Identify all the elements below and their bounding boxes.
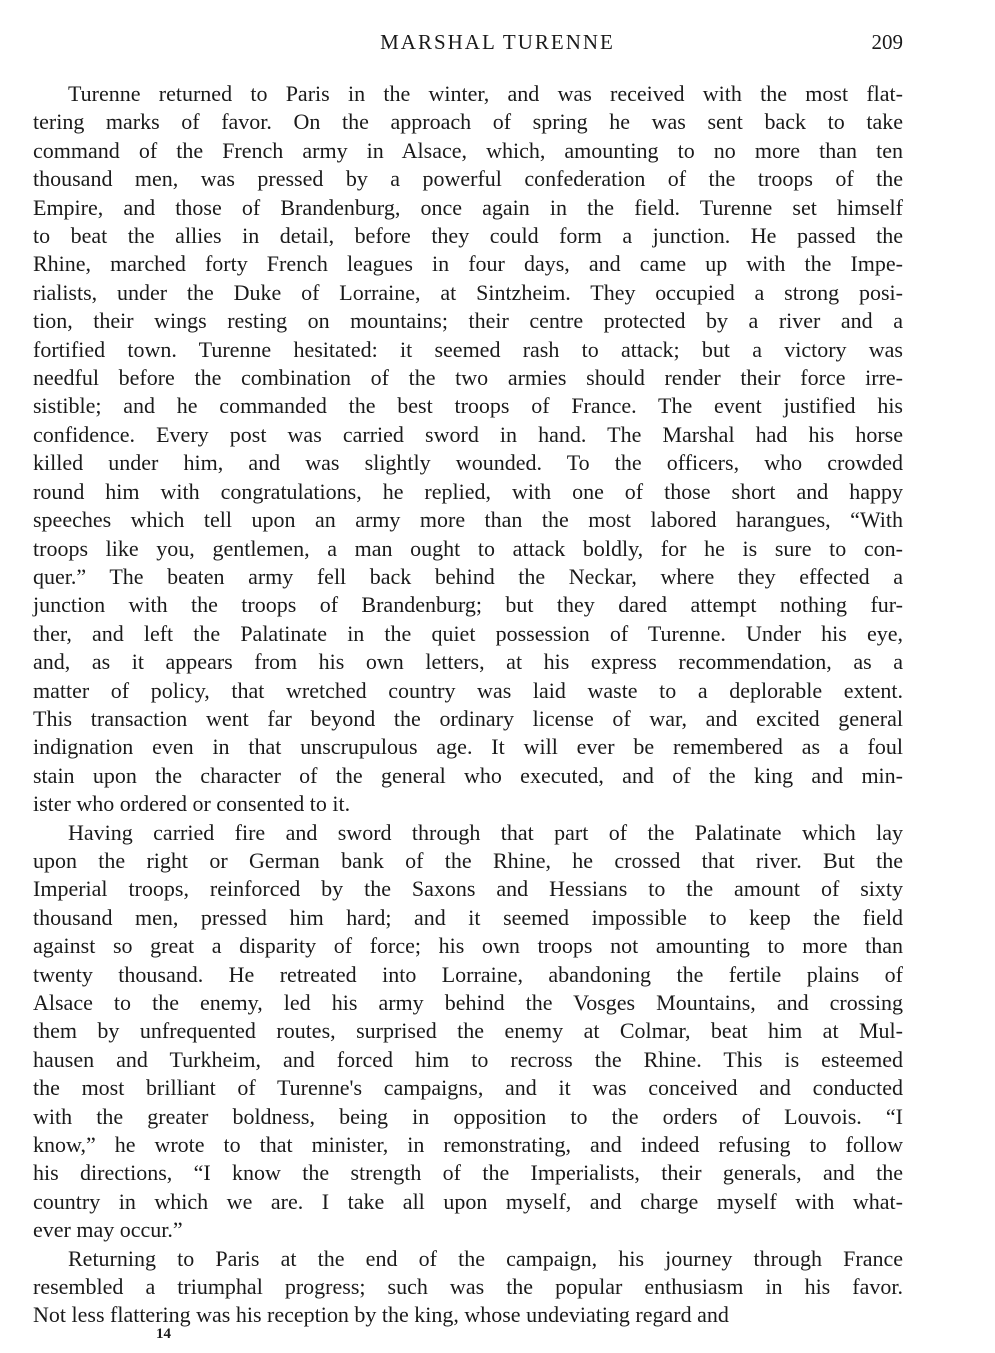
text-line: Having carried fire and sword through that part of the Palatinate which lay [68,819,903,845]
text-line: Alsace to the enemy, led his army behind the Vosges Mountains, and crossing [33,990,903,1015]
text-line: rialists, under the Duke of Lorraine, at Sintzheim. They occupied a strong posi- [33,279,903,305]
text-line: and, as it appears from his own letters, at his express recommendation, as a [33,649,903,675]
text-line: resembled a triumphal progress; such was the popular enthusiasm in his favor. [33,1274,903,1300]
text-line: This transaction went far beyond the ordinary license of war, and excited general [33,705,903,731]
text-line: them by unfrequented routes, surprised the enemy at Colmar, beat him at Mul- [33,1018,903,1044]
text-line: thousand men, pressed him hard; and it seemed impossible to keep the field [33,904,903,930]
text-line: indignation even in that unscrupulous age. It will ever be remembered as a foul [33,734,903,760]
paragraph [33,819,903,1245]
page-number: 209 [871,30,903,54]
paragraph [33,80,903,819]
text-line: confidence. Every post was carried sword in hand. The Marshal had his horse [33,421,903,447]
text-line: Imperial troops, reinforced by the Saxons and Hessians to the amount of sixty [33,876,903,902]
text-line: Returning to Paris at the end of the campaign, his journey through France [68,1245,903,1271]
text-line: to beat the allies in detail, before they could form a junction. He passed the [33,223,903,249]
text-line: Rhine, marched forty French leagues in four days, and came up with the Impe- [33,251,903,277]
text-line: sistible; and he commanded the best troops of France. The event justified his [33,393,903,419]
text-line: country in which we are. I take all upon myself, and charge myself with what- [33,1188,903,1214]
text-line: tion, their wings resting on mountains; their centre protected by a river and a [33,308,903,334]
running-title: MARSHAL TURENNE [380,30,615,54]
signature-mark: 14 [156,1326,171,1342]
text-line: Empire, and those of Brandenburg, once again in the field. Turenne set himself [33,194,903,220]
text-line: hausen and Turkheim, and forced him to recross the Rhine. This is esteemed [33,1046,903,1072]
text-line: round him with congratulations, he replied, with one of those short and happy [33,478,903,504]
text-line: speeches which tell upon an army more than the most labored harangues, “With [33,507,903,533]
text-line: against so great a disparity of force; his own troops not amounting to more than [33,933,903,959]
text-line: command of the French army in Alsace, which, amounting to no more than ten [33,137,903,163]
text-line: tering marks of favor. On the approach of spring he was sent back to take [33,109,903,135]
text-line: upon the right or German bank of the Rhine, he crossed that river. But the [33,847,903,873]
text-line: quer.” The beaten army fell back behind the Neckar, where they effected a [33,563,903,589]
text-line: thousand men, was pressed by a powerful confederation of the troops of the [33,166,903,192]
text-line: fortified town. Turenne hesitated: it seemed rash to attack; but a victory was [33,336,903,362]
text-line: know,” he wrote to that minister, in remonstrating, and indeed refusing to follow [33,1132,903,1158]
text-line: Not less flattering was his reception by the king, whose undeviating regard and [33,1302,729,1328]
paragraph [33,1245,903,1330]
text-line: ister who ordered or consented to it. [33,791,351,817]
body-text [33,80,903,1330]
text-line: killed under him, and was slightly wounded. To the officers, who crowded [33,450,903,476]
text-line: junction with the troops of Brandenburg; but they dared attempt nothing fur- [33,592,903,618]
text-line: stain upon the character of the general who executed, and of the king and min- [33,762,903,788]
text-line: matter of policy, that wretched country was laid waste to a deplorable extent. [33,677,903,703]
text-line: troops like you, gentlemen, a man ought to attack boldly, for he is sure to con- [33,535,903,561]
text-line: ther, and left the Palatinate in the quiet possession of Turenne. Under his eye, [33,620,903,646]
text-line: the most brilliant of Turenne's campaigns, and it was conceived and conducted [33,1075,903,1101]
text-line: Turenne returned to Paris in the winter, and was received with the most flat- [68,81,903,106]
text-line: ever may occur.” [33,1217,183,1243]
text-line: twenty thousand. He retreated into Lorraine, abandoning the fertile plains of [33,961,903,987]
text-line: needful before the combination of the two armies should render their force irre- [33,365,903,391]
text-line: his directions, “I know the strength of the Imperialists, their generals, and the [33,1160,903,1186]
text-line: with the greater boldness, being in opposition to the orders of Louvois. “I [33,1103,903,1129]
